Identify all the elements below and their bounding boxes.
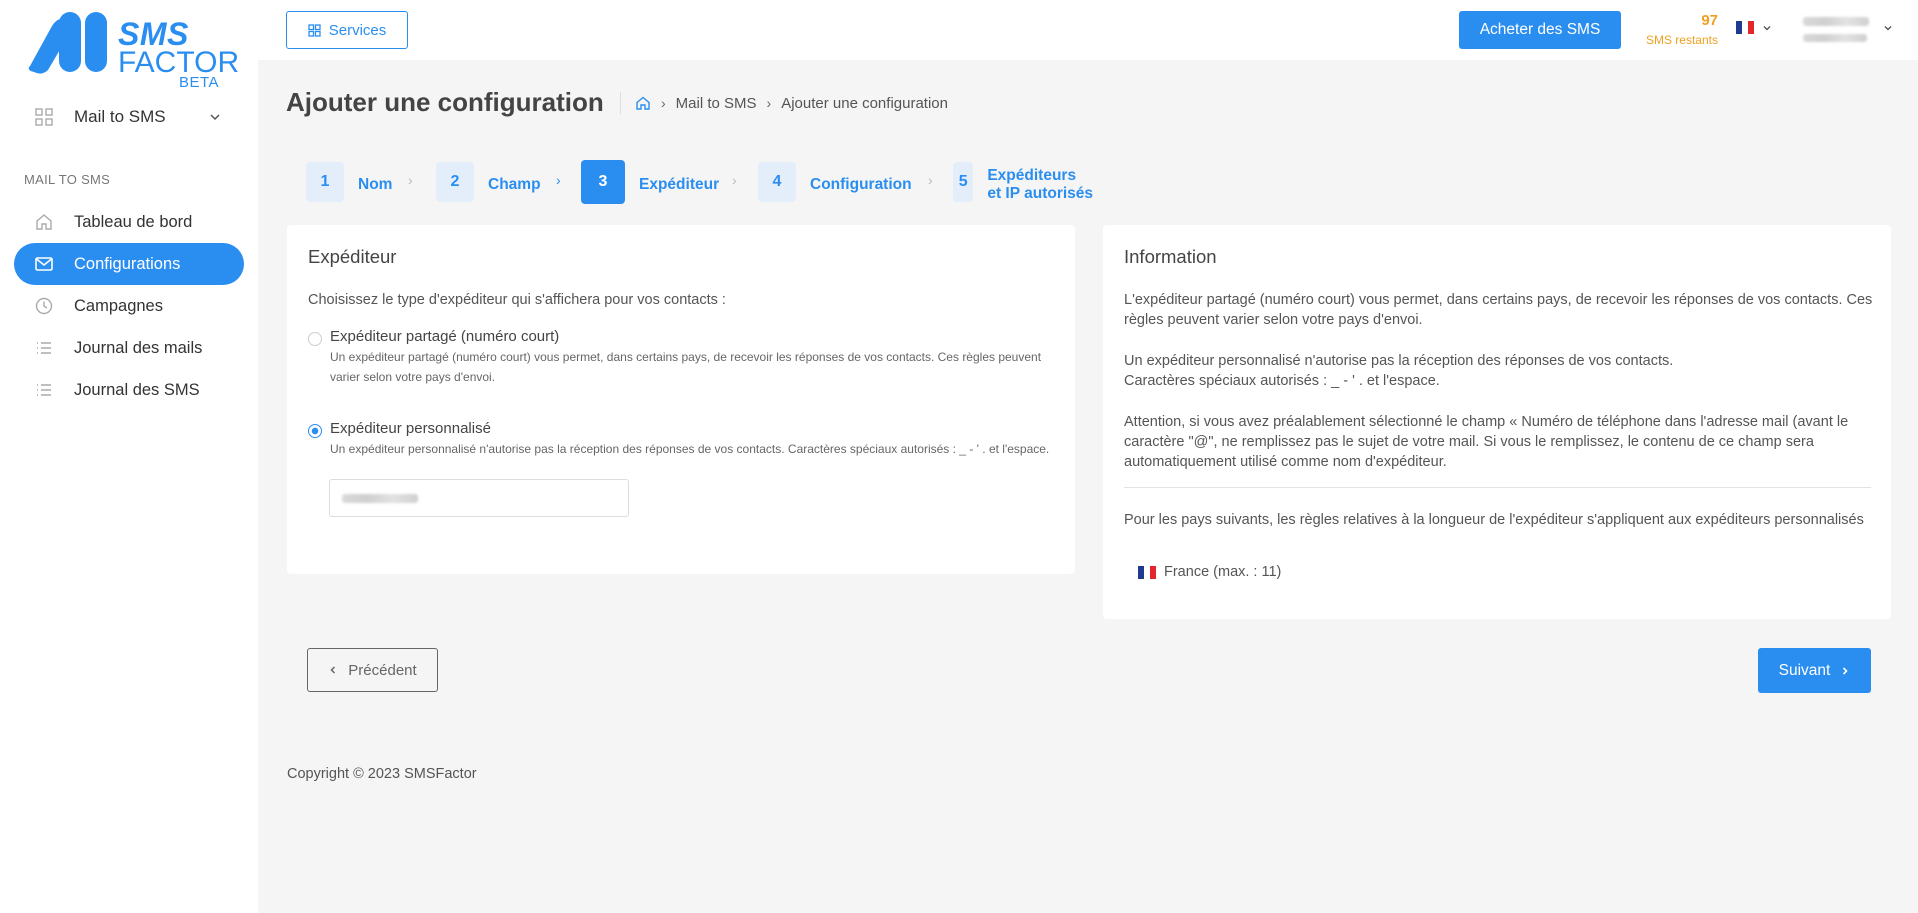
country-label: France (max. : 11) — [1164, 564, 1282, 580]
brand-line-1: SMS — [118, 16, 189, 52]
sidebar-item-label: Campagnes — [74, 296, 163, 315]
sender-card — [287, 225, 1075, 574]
step-number: 2 — [436, 162, 474, 202]
breadcrumb — [620, 92, 948, 114]
language-selector[interactable] — [1736, 21, 1772, 34]
step-number: 4 — [758, 162, 796, 202]
step-label: Champ — [488, 176, 541, 193]
sidebar-section-title: MAIL TO SMS — [24, 172, 111, 187]
user-identity-redacted — [1803, 14, 1869, 42]
sidebar-item-dashboard[interactable] — [14, 201, 244, 243]
home-icon — [34, 212, 54, 232]
info-paragraph: Pour les pays suivants, les règles relatives à la longueur de l'expéditeur s'appliquent aux expéditeurs personnalisés — [1124, 512, 1864, 528]
sidebar-item-label: Journal des mails — [74, 338, 203, 357]
sidebar-item-label: Tableau de bord — [74, 212, 193, 231]
info-paragraph: L'expéditeur partagé (numéro court) vous permet, dans certains pays, de recevoir les réponses de vos contacts. Ces règles peuvent varier selon votre pays d'envoi. — [1124, 292, 1873, 328]
sms-credits — [1638, 12, 1718, 47]
info-paragraph: Caractères spéciaux autorisés : _ - ' . et l'espace. — [1124, 373, 1440, 389]
sidebar-item-mail-to-sms[interactable] — [14, 96, 244, 138]
step-number: 5 — [953, 162, 973, 202]
buy-sms-button[interactable]: Acheter des SMS — [1459, 11, 1621, 49]
info-paragraph: Un expéditeur personnalisé n'autorise pas la réception des réponses de vos contacts. — [1124, 353, 1674, 369]
sender-intro: Choisissez le type d'expéditeur qui s'affichera pour vos contacts : — [308, 292, 726, 308]
services-label: Services — [328, 21, 387, 39]
sidebar-item-sms-log[interactable] — [14, 369, 244, 411]
grid-icon — [34, 107, 54, 127]
chevron-right-icon — [1840, 666, 1850, 676]
option-title: Expéditeur personnalisé — [330, 420, 491, 437]
page-title: Ajouter une configuration — [286, 87, 604, 117]
info-paragraph: Attention, si vous avez préalablement sélectionné le champ « Numéro de téléphone dans l'adresse mail (avant le caractère "@", ne remplissez pas le sujet de votre mail. Si vous le remplissez, le contenu de ce champ sera automatiquement utilisé comme nom d'expéditeur. — [1124, 414, 1849, 470]
step-1[interactable] — [306, 160, 392, 204]
logo-mark-icon — [26, 12, 116, 74]
step-label: Expéditeurs et IP autorisés — [987, 167, 1094, 202]
brand-beta: BETA — [179, 74, 220, 91]
breadcrumb-item-mail-to-sms[interactable]: Mail to SMS — [675, 94, 757, 112]
step-label: Nom — [358, 176, 393, 193]
chevron-left-icon — [328, 665, 338, 675]
mail-icon — [34, 254, 54, 274]
sms-credits-count: 97 — [1701, 12, 1718, 29]
step-number: 1 — [306, 162, 344, 202]
list-icon — [34, 338, 54, 358]
list-icon — [34, 380, 54, 400]
option-title: Expéditeur partagé (numéro court) — [330, 328, 560, 345]
country-rule — [1138, 564, 1281, 580]
top-bar — [258, 0, 1918, 60]
brand-line-2: FACTOR — [118, 46, 240, 79]
french-flag-icon — [1138, 566, 1156, 579]
step-5[interactable] — [953, 160, 1094, 204]
chevron-down-icon — [1883, 23, 1893, 33]
sender-option-shared[interactable] — [308, 328, 1050, 387]
option-description: Un expéditeur personnalisé n'autorise pas la réception des réponses de vos contacts. Caractères spéciaux autorisés : _ - ' . et l'espace. — [330, 442, 1050, 456]
sidebar-item-configurations[interactable] — [14, 243, 244, 285]
breadcrumb-separator: › — [766, 95, 772, 111]
sidebar — [0, 0, 258, 913]
step-3[interactable] — [581, 160, 719, 204]
sidebar-item-campaigns[interactable] — [14, 285, 244, 327]
information-card-title: Information — [1124, 246, 1217, 267]
redacted-value — [342, 494, 418, 503]
step-separator-icon: › — [732, 172, 737, 188]
clock-icon — [34, 296, 54, 316]
grid-icon — [308, 24, 321, 37]
custom-sender-input[interactable] — [329, 479, 629, 517]
step-2[interactable] — [436, 160, 541, 204]
breadcrumb-separator: › — [661, 95, 666, 111]
services-button[interactable] — [286, 11, 408, 49]
next-button[interactable] — [1758, 648, 1871, 693]
chevron-down-icon — [1762, 23, 1772, 33]
divider — [1124, 487, 1871, 488]
sidebar-item-label: Configurations — [74, 254, 181, 273]
radio-shared-sender[interactable] — [308, 332, 322, 346]
step-separator-icon: › — [556, 172, 561, 188]
sms-credits-label: SMS restants — [1645, 33, 1718, 47]
option-description: Un expéditeur partagé (numéro court) vous permet, dans certains pays, de recevoir les réponses de vos contacts. Ces règles peuvent varier selon votre pays d'envoi. — [330, 350, 1042, 384]
information-card — [1103, 225, 1891, 619]
sms-factor-logo[interactable] — [26, 12, 240, 92]
sidebar-item-label: Mail to SMS — [74, 107, 166, 126]
french-flag-icon — [1736, 21, 1754, 34]
sidebar-item-mail-log[interactable] — [14, 327, 244, 369]
home-icon[interactable] — [635, 95, 651, 111]
sender-option-custom[interactable] — [308, 420, 1050, 459]
step-separator-icon: › — [928, 172, 933, 188]
previous-label: Précédent — [348, 661, 417, 679]
step-separator-icon: › — [408, 172, 413, 188]
previous-button[interactable] — [307, 648, 438, 692]
copyright: Copyright © 2023 SMSFactor — [287, 766, 477, 782]
sender-card-title: Expéditeur — [308, 246, 397, 267]
next-label: Suivant — [1778, 661, 1831, 679]
step-4[interactable] — [758, 160, 912, 204]
step-number: 3 — [581, 160, 625, 204]
sidebar-item-label: Journal des SMS — [74, 380, 200, 399]
step-label: Expéditeur — [639, 176, 720, 193]
breadcrumb-item-current: Ajouter une configuration — [781, 94, 948, 112]
sidebar-menu — [14, 201, 244, 411]
user-menu[interactable] — [1803, 14, 1893, 42]
step-label: Configuration — [810, 176, 912, 193]
radio-custom-sender[interactable] — [308, 424, 322, 438]
chevron-down-icon — [208, 110, 222, 124]
